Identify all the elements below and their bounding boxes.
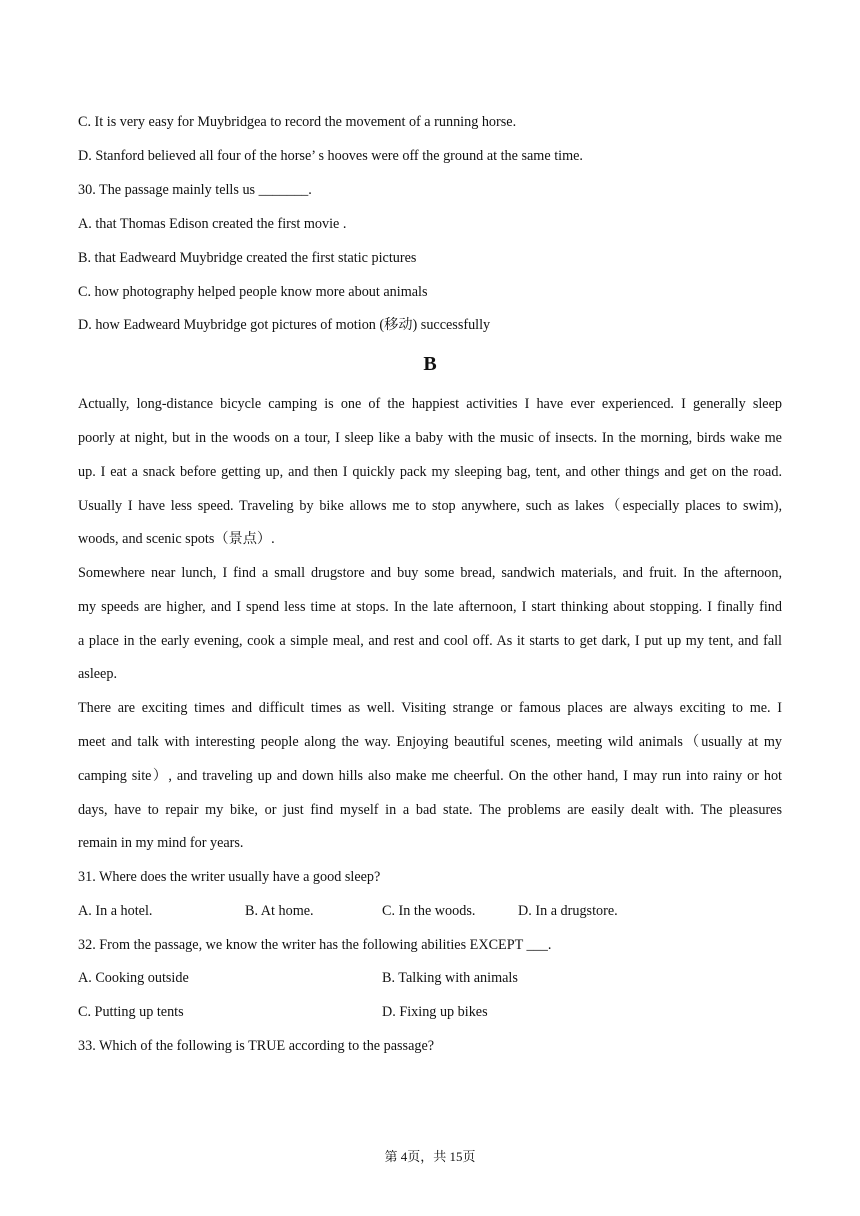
question-32-option-a: A. Cooking outside xyxy=(78,970,189,986)
passage-p3-line: There are exciting times and difficult times as well. Visiting strange or famous places are always exciting to me. I xyxy=(78,700,782,716)
question-31-option-d: D. In a drugstore. xyxy=(518,903,618,919)
question-33-stem: 33. Which of the following is TRUE according to the passage? xyxy=(78,1038,435,1054)
question-31-option-a: A. In a hotel. xyxy=(78,903,153,919)
section-heading: B xyxy=(423,353,437,375)
passage-p1-line: Usually I have less speed. Traveling by bike allows me to stop anywhere, such as lakes（especially places to swim), xyxy=(78,498,782,514)
question-30-stem: 30. The passage mainly tells us _______. xyxy=(78,182,312,198)
option-c-prev-question: C. It is very easy for Muybridgea to record the movement of a running horse. xyxy=(78,114,517,130)
passage-p2-line: a place in the early evening, cook a simple meal, and rest and cool off. As it starts to get dark, I put up my tent, and fall xyxy=(78,633,782,649)
question-32-option-d: D. Fixing up bikes xyxy=(382,1004,488,1020)
passage-p1-line: woods, and scenic spots（景点）. xyxy=(78,531,275,547)
question-32-option-b: B. Talking with animals xyxy=(382,970,518,986)
passage-p2-line: asleep. xyxy=(78,666,117,682)
passage-p2-line: my speeds are higher, and I spend less time at stops. In the late afternoon, I start thinking about stopping. I finally find xyxy=(78,599,782,615)
passage-p3-line: days, have to repair my bike, or just find myself in a bad state. The problems are easily dealt with. The pleasures xyxy=(78,802,782,818)
question-32-stem: 32. From the passage, we know the writer has the following abilities EXCEPT ___. xyxy=(78,937,552,953)
question-32-option-c: C. Putting up tents xyxy=(78,1004,184,1020)
question-30-option-d: D. how Eadweard Muybridge got pictures of motion (移动) successfully xyxy=(78,317,491,333)
passage-p1-line: up. I eat a snack before getting up, and then I quickly pack my sleeping bag, tent, and other things and get on the road. xyxy=(78,464,782,480)
passage-p1-line: Actually, long-distance bicycle camping is one of the happiest activities I have ever experienced. I generally sleep xyxy=(78,396,782,412)
question-31-option-b: B. At home. xyxy=(245,903,314,919)
question-30-option-a: A. that Thomas Edison created the first movie . xyxy=(78,216,347,232)
option-d-prev-question: D. Stanford believed all four of the horse’ s hooves were off the ground at the same time. xyxy=(78,148,583,164)
passage-p2-line: Somewhere near lunch, I find a small drugstore and buy some bread, sandwich materials, and fruit. In the afternoon, xyxy=(78,565,782,581)
passage-p1-line: poorly at night, but in the woods on a tour, I sleep like a baby with the music of insects. In the morning, birds wake me xyxy=(78,430,782,446)
passage-p3-line: remain in my mind for years. xyxy=(78,835,244,851)
passage-p3-line: camping site）, and traveling up and down hills also make me cheerful. On the other hand, I may run into rainy or hot xyxy=(78,768,782,784)
question-31-stem: 31. Where does the writer usually have a good sleep? xyxy=(78,869,381,885)
question-31-option-c: C. In the woods. xyxy=(382,903,476,919)
question-30-option-b: B. that Eadweard Muybridge created the first static pictures xyxy=(78,250,417,266)
passage-p3-line: meet and talk with interesting people along the way. Enjoying beautiful scenes, meeting wild animals（usually at my xyxy=(78,734,782,750)
page-footer: 第 4页，共 15页 xyxy=(384,1149,476,1164)
question-30-option-c: C. how photography helped people know more about animals xyxy=(78,284,428,300)
